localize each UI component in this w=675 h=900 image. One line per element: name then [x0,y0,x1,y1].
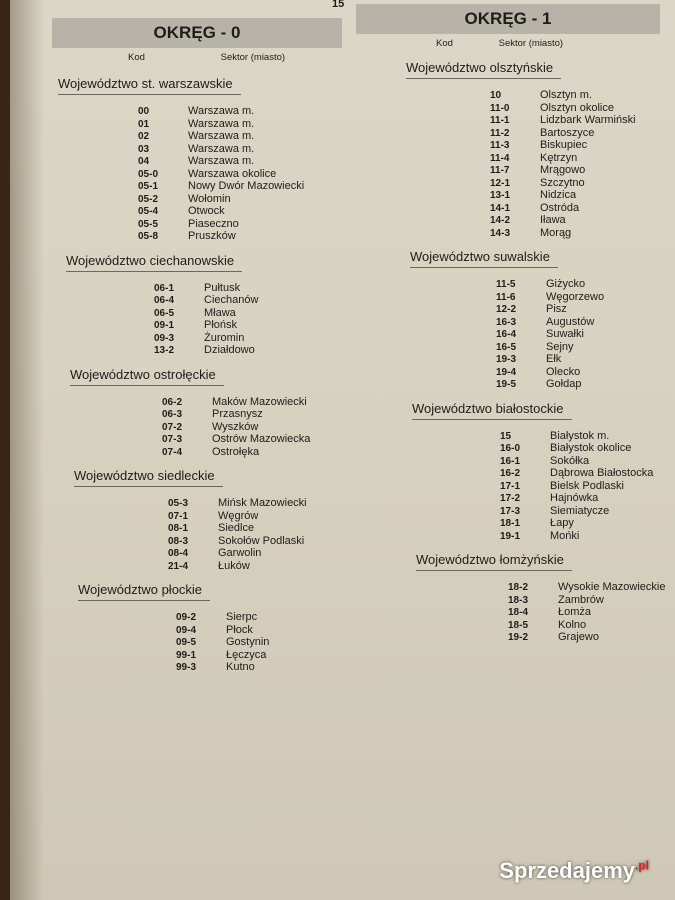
sector-row [154,307,342,320]
sector-list [406,89,660,239]
sector-row [162,421,342,434]
sector-city: Sokółka [550,454,590,467]
sector-row [176,611,342,624]
sector-row [490,139,660,152]
sector-code: 05-0 [138,168,159,180]
sector-city: Olecko [546,365,581,378]
sector-list [66,282,342,357]
sector-code: 99-1 [176,649,197,661]
sector-row [138,218,342,231]
voivodeship-title: Województwo ostrołęckie [70,367,224,386]
sector-code: 13-1 [490,190,511,201]
sector-code: 06-4 [154,295,175,306]
sector-code: 19-5 [496,379,517,390]
sector-city: Gołdap [546,378,582,390]
sector-row [138,130,342,143]
sector-code: 05-1 [138,181,159,192]
sector-row [168,497,342,510]
sector-city: Bielsk Podlaski [550,479,624,492]
sector-code: 04 [138,156,150,167]
sector-code: 06-3 [162,409,183,420]
sector-row [154,282,342,295]
sector-code: 11-4 [490,152,510,164]
sector-city: Sierpc [226,611,258,623]
sector-row [154,319,342,332]
sector-row [500,530,660,543]
sector-city: Siemiatycze [550,504,610,517]
sector-code: 11-1 [490,115,510,126]
sector-row [168,510,342,523]
sector-city: Pruszków [188,230,236,242]
voivodeship-section [52,357,342,459]
sector-city: Sejny [546,340,574,353]
sector-code: 05-3 [168,498,189,509]
sector-code: 16-2 [500,468,521,479]
sector-city: Zambrów [558,593,604,606]
sector-row [496,341,660,354]
sector-city: Łęczyca [226,648,267,661]
sector-row [138,193,342,206]
sector-code: 99-3 [176,662,197,673]
sector-city: Szczytno [540,176,585,189]
sector-row [176,636,342,649]
watermark-logo [499,858,649,884]
sector-list [416,581,666,644]
sector-code: 00 [138,106,150,117]
sector-code: 17-1 [500,480,521,492]
sector-code: 11-6 [496,291,516,303]
voivodeship-section [356,50,660,239]
sector-row [154,294,342,307]
sector-row [490,164,660,177]
sector-code: 07-4 [162,446,183,458]
sector-code: 03 [138,143,150,155]
sector-code: 10 [490,90,502,101]
page-number: 15 [332,0,345,10]
sector-code: 06-5 [154,307,175,319]
okreg-0-banner: OKRĘG - 0 [52,18,342,48]
sector-city: Maków Mazowiecki [212,395,307,408]
sector-code: 05-4 [138,206,159,217]
sector-list [74,497,342,572]
kod-header: Kod [436,38,453,49]
sector-row [496,353,660,366]
sector-row [496,328,660,341]
sector-list [410,278,660,391]
kod-header: Kod [128,52,145,63]
sector-row [162,433,342,446]
sector-code: 19-2 [508,632,529,643]
sector-row [500,492,660,505]
voivodeship-section [356,391,660,543]
sector-code: 16-4 [496,329,517,340]
sector-city: Biskupiec [540,139,588,151]
sector-row [490,202,660,215]
sector-city: Płońsk [204,319,238,331]
sector-city: Iława [540,214,566,226]
sector-city: Augustów [546,315,595,328]
sector-row [500,455,660,468]
sector-code: 11-0 [490,102,510,114]
sector-city: Wyszków [212,420,259,433]
sector-city: Suwałki [546,328,584,340]
sector-row [168,547,342,560]
voivodeship-title: Województwo st. warszawskie [58,76,241,95]
sector-city: Ostróda [540,201,580,214]
sector-code: 09-3 [154,332,175,344]
sector-code: 09-5 [176,637,197,648]
sector-row [138,143,342,156]
sector-row [500,517,660,530]
voivodeship-title: Województwo siedleckie [74,468,223,487]
sector-city: Wołomin [188,192,231,205]
sector-row [508,581,666,594]
okreg-0-sections [52,66,342,674]
sector-code: 14-1 [490,202,511,214]
voivodeship-title: Województwo suwalskie [410,249,558,268]
sector-city: Dąbrowa Białostocka [550,467,654,479]
voivodeship-title: Województwo ciechanowskie [66,253,242,272]
sector-city: Hajnówka [550,492,599,504]
sector-code: 18-1 [500,518,521,529]
sector-code: 16-1 [500,455,521,467]
sector-city: Bartoszyce [540,126,595,139]
sektor-header: Sektor (miasto) [498,38,564,49]
voivodeship-section [356,239,660,391]
sector-row [490,177,660,190]
voivodeship-title: Województwo białostockie [412,401,572,420]
sector-row [508,631,660,644]
voivodeship-title: Województwo łomżyńskie [416,552,572,571]
sector-code: 05-5 [138,218,159,230]
sector-row [138,105,342,118]
sector-row [154,344,342,357]
sector-code: 01 [138,118,150,130]
sector-row [490,214,660,227]
sector-row [138,155,342,168]
sector-code: 09-4 [176,624,197,636]
sector-city: Kutno [226,661,255,673]
column-headers [52,52,342,66]
sector-row [162,396,342,409]
sector-code: 05-8 [138,231,159,242]
sector-code: 18-4 [508,607,529,618]
sector-city: Warszawa m. [188,130,255,142]
sector-code: 19-3 [496,354,517,365]
sector-city: Węgorzewo [546,290,605,303]
sector-city: Mońki [550,529,580,542]
sector-row [168,522,342,535]
sector-code: 06-2 [162,396,183,408]
sector-city: Otwock [188,205,225,217]
sector-code: 09-1 [154,320,175,331]
sector-row [496,278,660,291]
sector-code: 21-4 [168,560,189,572]
sector-code: 14-3 [490,227,511,239]
sector-code: 08-4 [168,548,189,559]
sector-city: Ełk [546,353,562,365]
sector-row [138,205,342,218]
sector-code: 18-2 [508,582,529,593]
sector-row [496,378,660,391]
voivodeship-section [52,572,342,674]
sector-city: Warszawa m. [188,105,255,117]
sector-row [176,624,342,637]
sector-row [496,303,660,316]
sector-row [496,316,660,329]
sector-city: Wysokie Mazowieckie [558,581,666,593]
voivodeship-title: Województwo płockie [78,582,210,601]
sector-code: 12-1 [490,177,511,189]
sector-row [500,442,660,455]
sector-city: Pisz [546,303,567,315]
sector-city: Mława [204,306,236,319]
okreg-1-banner: OKRĘG - 1 [356,4,660,34]
sector-list [412,430,660,543]
sector-row [490,227,660,240]
sector-city: Grajewo [558,631,599,643]
sector-code: 11-7 [490,165,510,176]
sector-row [162,408,342,421]
voivodeship-section [356,542,666,644]
sector-row [176,649,342,662]
sector-code: 06-1 [154,282,175,294]
sector-city: Morąg [540,226,572,239]
sector-row [490,127,660,140]
book-page [10,0,675,900]
sector-city: Nidzica [540,189,577,201]
sector-city: Kolno [558,618,587,631]
voivodeship-title: Województwo olsztyńskie [406,60,561,79]
sektor-header: Sektor (miasto) [220,52,286,63]
sector-code: 08-1 [168,523,189,534]
sector-city: Warszawa m. [188,142,255,155]
sector-row [490,114,660,127]
sector-city: Łomża [558,606,592,618]
sector-city: Żuromin [204,331,245,344]
page-fold-shadow [10,0,44,900]
sector-code: 19-1 [500,530,521,542]
sector-row [500,467,660,480]
sector-city: Kętrzyn [540,151,578,164]
sector-city: Ostrołęka [212,445,260,458]
sector-city: Lidzbark Warmiński [540,114,636,126]
sector-row [168,535,342,548]
sector-row [500,505,660,518]
sector-row [508,606,660,619]
sector-city: Węgrów [218,509,259,522]
sector-row [490,89,660,102]
sector-row [490,152,660,165]
sector-code: 11-3 [490,140,510,151]
sector-city: Działdowo [204,344,255,356]
sector-code: 11-2 [490,127,510,139]
sector-city: Ciechanów [204,294,259,306]
sector-city: Giżycko [546,278,586,290]
sector-list [70,396,342,459]
sector-city: Piaseczno [188,217,239,230]
sector-code: 19-4 [496,366,517,378]
watermark-suffix: .pl [635,858,649,873]
voivodeship-section [52,458,342,572]
sector-city: Garwolin [218,547,262,559]
sector-code: 14-2 [490,215,511,226]
sector-city: Mińsk Mazowiecki [218,497,307,509]
sector-city: Białystok m. [550,429,610,442]
sector-code: 16-5 [496,341,517,353]
sector-city: Ostrów Mazowiecka [212,433,311,445]
sector-code: 07-2 [162,421,183,433]
sector-code: 09-2 [176,612,197,623]
watermark-text: Sprzedajemy [499,858,635,883]
sector-row [496,366,660,379]
sector-row [138,168,342,181]
sector-row [138,180,342,193]
sector-row [500,430,660,443]
sector-city: Mrągowo [540,164,586,176]
sector-row [138,118,342,131]
sector-code: 07-1 [168,510,189,522]
sector-city: Łuków [218,559,250,572]
sector-code: 05-2 [138,193,159,205]
sector-code: 07-3 [162,434,183,445]
sector-city: Pułtusk [204,281,241,294]
sector-list [58,105,342,243]
sector-row [176,661,342,674]
sector-code: 16-0 [500,443,521,454]
sector-code: 11-5 [496,279,516,290]
sector-code: 18-3 [508,594,529,606]
sector-row [500,480,660,493]
sector-city: Białystok okolice [550,442,632,454]
sector-row [508,619,660,632]
sector-row [496,291,660,304]
sector-code: 15 [500,430,512,442]
sector-row [168,560,342,573]
sector-code: 08-3 [168,535,189,547]
sector-city: Siedlce [218,522,255,534]
sector-row [162,446,342,459]
sector-city: Gostynin [226,636,270,648]
sector-code: 17-3 [500,505,521,517]
sector-list [78,611,342,674]
sector-city: Warszawa m. [188,117,255,130]
sector-city: Olsztyn m. [540,89,592,101]
sector-code: 02 [138,131,150,142]
okreg-0-column [52,18,342,674]
sector-city: Nowy Dwór Mazowiecki [188,180,305,192]
sector-city: Olsztyn okolice [540,101,614,114]
sector-code: 17-2 [500,493,521,504]
okreg-1-column [356,4,666,644]
sector-code: 18-5 [508,619,529,631]
sector-row [490,189,660,202]
sector-code: 16-3 [496,316,517,328]
sector-city: Łapy [550,517,574,529]
sector-row [154,332,342,345]
sector-code: 13-2 [154,345,175,356]
sector-city: Sokołów Podlaski [218,534,305,547]
sector-city: Warszawa okolice [188,167,277,180]
sector-row [508,594,660,607]
sector-city: Płock [226,623,253,636]
sector-city: Warszawa m. [188,155,255,167]
sector-city: Przasnysz [212,408,263,420]
okreg-1-sections [356,50,666,644]
sector-code: 12-2 [496,304,517,315]
sector-row [490,102,660,115]
sector-row [138,230,342,243]
voivodeship-section [52,66,342,243]
voivodeship-section [52,243,342,357]
